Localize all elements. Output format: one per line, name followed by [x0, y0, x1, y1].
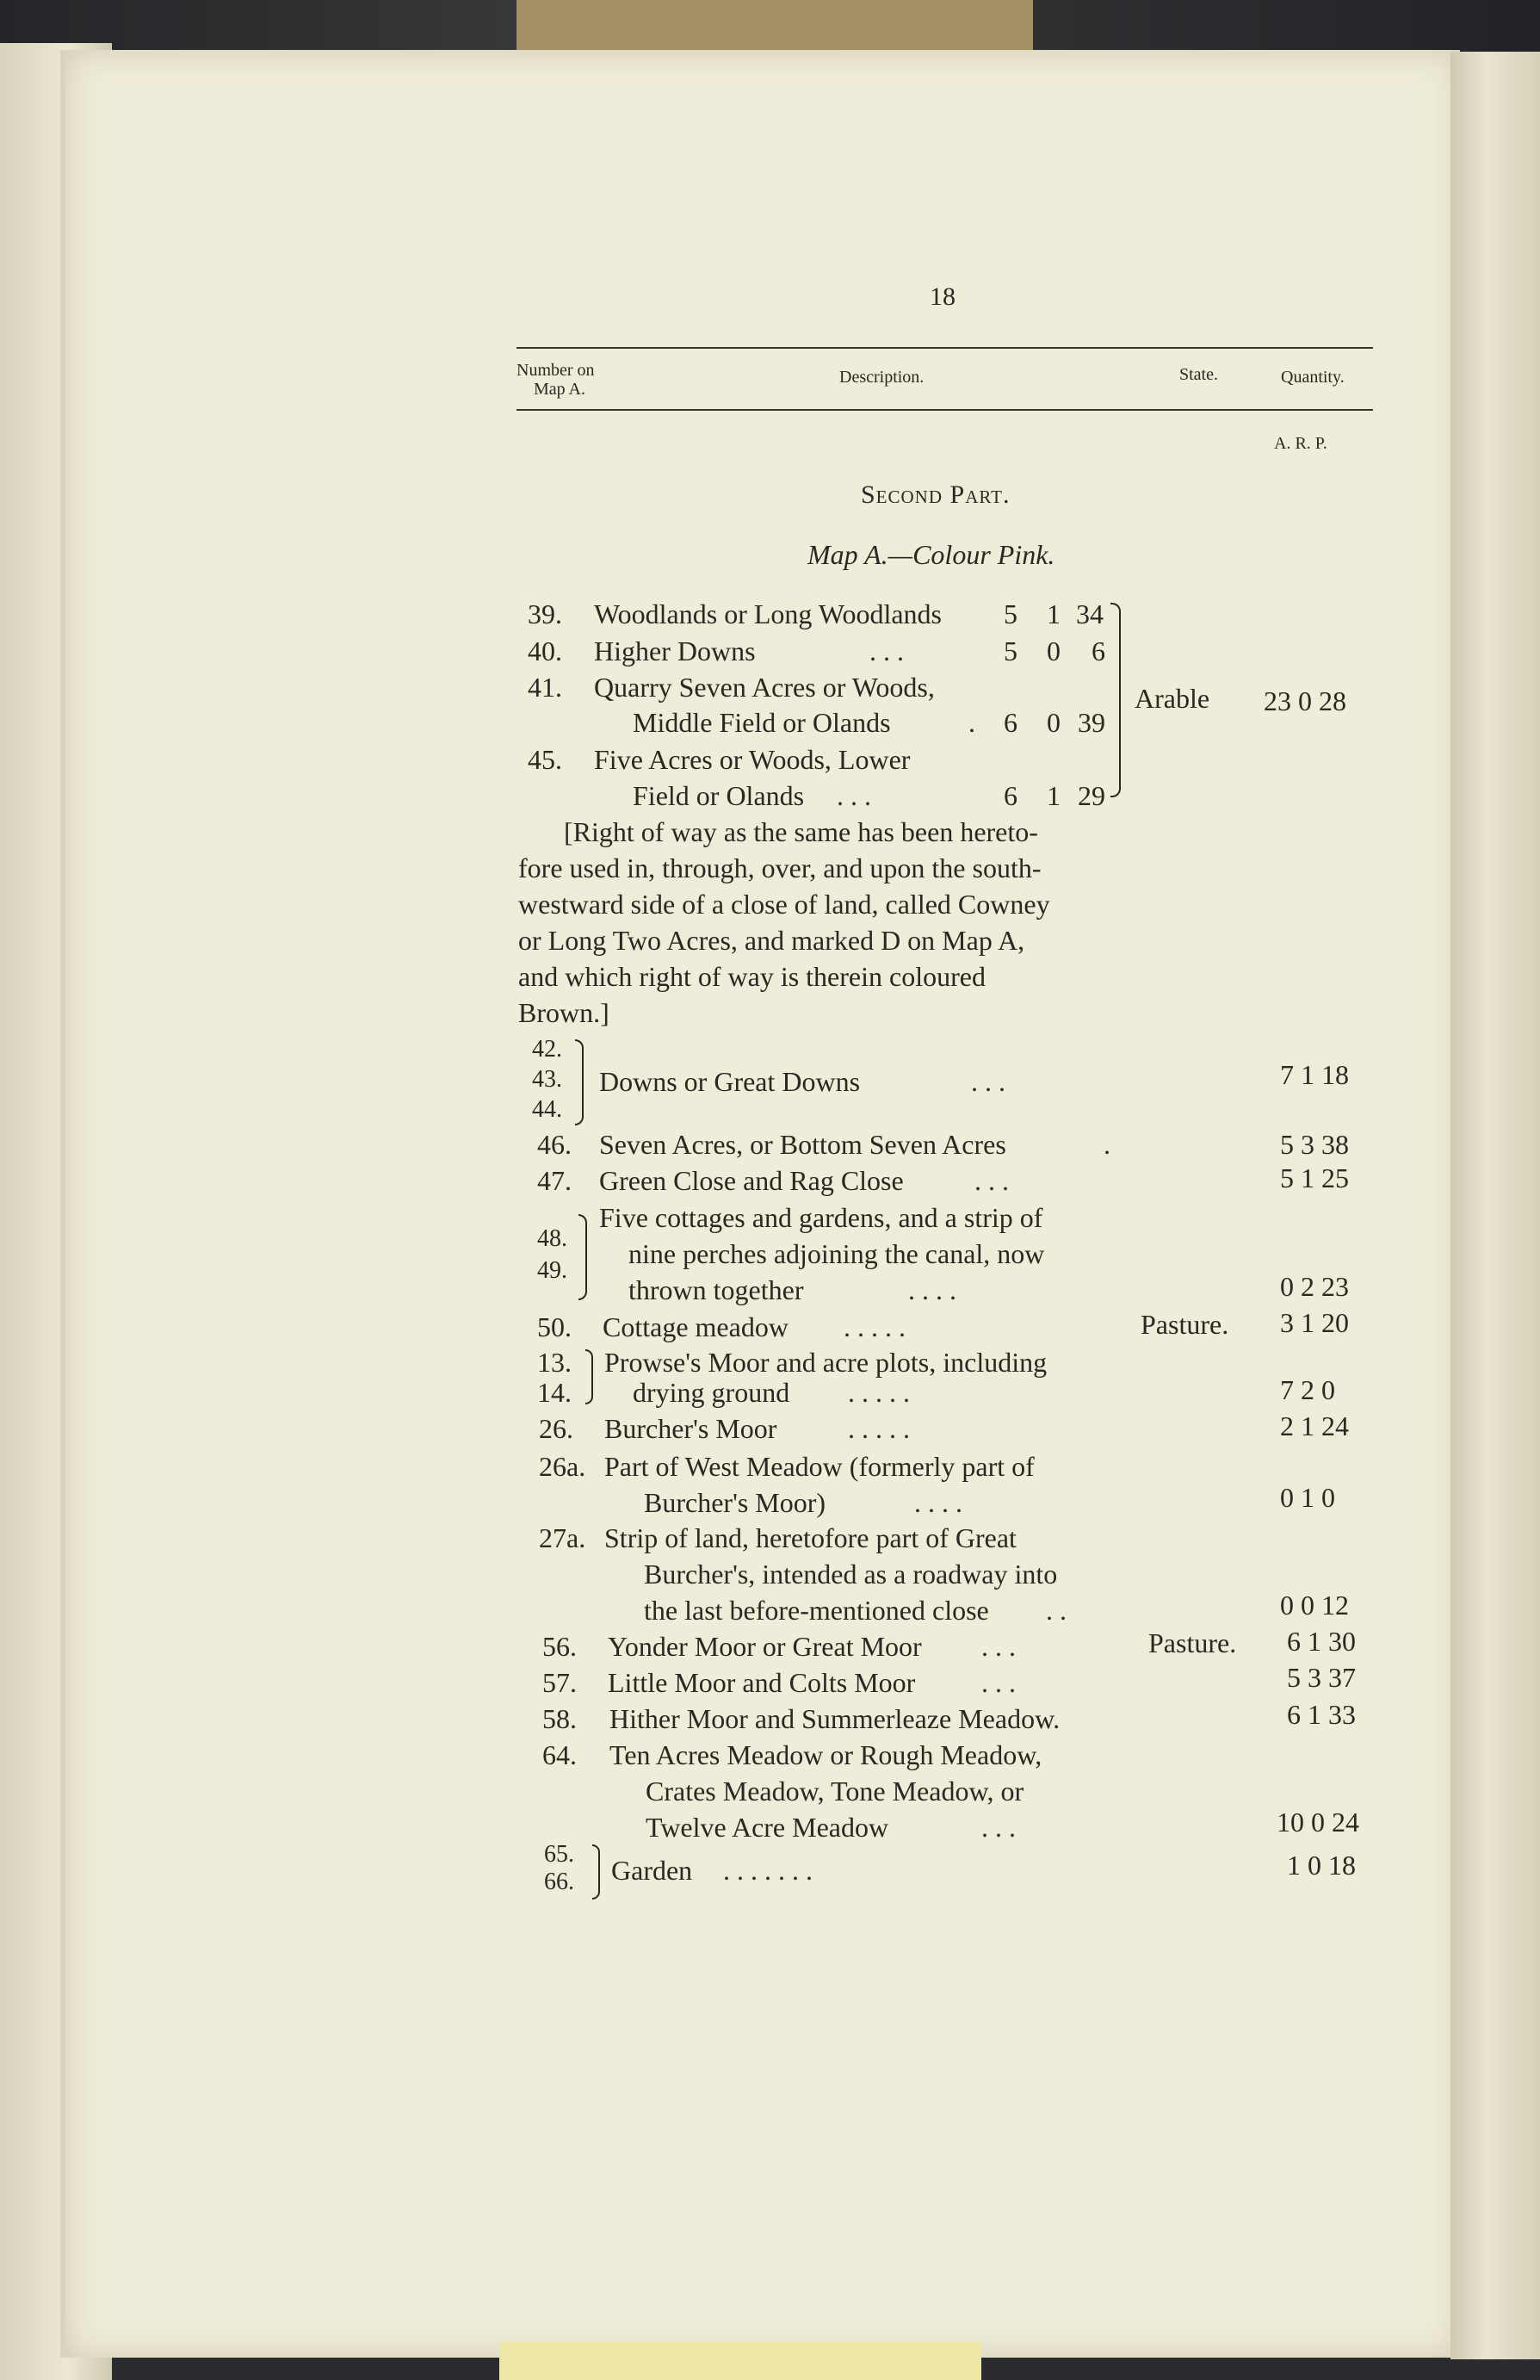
paragraph-line: Brown.] [518, 997, 609, 1028]
group-brace-bottom [1110, 699, 1121, 797]
item-number: 57. [542, 1667, 577, 1698]
item-description-cont: Twelve Acre Meadow [646, 1812, 889, 1843]
qty-perches: 39 [1078, 707, 1105, 738]
leader-dots: . [968, 707, 975, 738]
item-number: 47. [537, 1165, 572, 1196]
group-total: 23 0 28 [1264, 685, 1346, 716]
item-number: 64. [542, 1739, 577, 1770]
header-quantity: Quantity. [1281, 368, 1345, 387]
paragraph-line: or Long Two Acres, and marked D on Map A, [518, 925, 1025, 956]
leader-dots: . . . [981, 1812, 1016, 1843]
leader-dots: . . . . . [844, 1311, 906, 1342]
quantity: 0 0 12 [1280, 1590, 1349, 1621]
leader-dots: . . . [981, 1631, 1016, 1662]
quantity: 2 1 24 [1280, 1410, 1349, 1441]
item-number: 43. [532, 1066, 562, 1093]
quantity: 0 1 0 [1280, 1482, 1335, 1513]
paragraph-line: [Right of way as the same has been hereto- [564, 816, 1038, 847]
item-number: 26a. [539, 1451, 586, 1482]
item-description: Burcher's Moor [604, 1413, 777, 1444]
item-description: Higher Downs [594, 635, 756, 666]
header-description: Description. [839, 368, 925, 387]
qty-roods: 0 [1047, 635, 1061, 666]
item-number: 50. [537, 1311, 572, 1342]
section-title: Second Part. [861, 480, 1011, 509]
item-description: Five Acres or Woods, Lower [594, 744, 911, 775]
item-number: 14. [537, 1377, 572, 1408]
quantity: 7 1 18 [1280, 1059, 1349, 1090]
item-description: Cottage meadow [603, 1311, 789, 1342]
number-brace [585, 1349, 593, 1404]
quantity: 7 2 0 [1280, 1374, 1335, 1405]
qty-acres: 5 [1004, 598, 1017, 629]
item-number: 44. [532, 1096, 562, 1123]
section-subtitle: Map A.—Colour Pink. [807, 539, 1055, 570]
qty-perches: 29 [1078, 780, 1105, 811]
item-description: Little Moor and Colts Moor [608, 1667, 916, 1698]
item-description: Downs or Great Downs [599, 1066, 861, 1097]
item-number: 58. [542, 1703, 577, 1734]
quantity: 5 1 25 [1280, 1162, 1349, 1193]
item-number: 42. [532, 1036, 562, 1063]
leader-dots: . . . . [914, 1487, 962, 1518]
leader-dots: . . . [974, 1165, 1009, 1196]
item-number: 27a. [539, 1522, 586, 1553]
quantity: 3 1 20 [1280, 1307, 1349, 1338]
qty-roods: 1 [1047, 598, 1061, 629]
leader-dots: . [1104, 1129, 1110, 1160]
item-description: Hither Moor and Summerleaze Meadow. [609, 1703, 1061, 1734]
item-description: Seven Acres, or Bottom Seven Acres [599, 1129, 1006, 1160]
number-brace [575, 1039, 584, 1125]
quantity: 6 1 33 [1287, 1699, 1356, 1730]
leader-dots: . . [1046, 1595, 1067, 1626]
leader-dots: . . . . . . . [723, 1855, 813, 1886]
item-description-cont: thrown together [628, 1274, 804, 1305]
number-brace [592, 1844, 600, 1900]
item-description-cont: nine perches adjoining the canal, now [628, 1238, 1045, 1269]
item-number: 40. [528, 635, 562, 666]
quantity: 5 3 38 [1280, 1129, 1349, 1160]
header-map-label: Map A. [534, 380, 585, 399]
qty-acres: 6 [1004, 707, 1017, 738]
leader-dots: . . . [971, 1066, 1005, 1097]
item-number: 39. [528, 598, 562, 629]
item-description: Five cottages and gardens, and a strip of [599, 1202, 1043, 1233]
header-number-label: Number on [516, 361, 595, 380]
header-state: State. [1179, 365, 1218, 384]
quantity: 0 2 23 [1280, 1271, 1349, 1302]
quantity: 10 0 24 [1277, 1807, 1359, 1838]
paragraph-line: and which right of way is therein coloured [518, 961, 986, 992]
qty-roods: 1 [1047, 780, 1061, 811]
item-description: Prowse's Moor and acre plots, including [604, 1347, 1048, 1378]
item-description: Yonder Moor or Great Moor [608, 1631, 922, 1662]
leader-dots: . . . . . [848, 1377, 910, 1408]
item-description-cont: Field or Olands [633, 780, 805, 811]
quantity: 1 0 18 [1287, 1850, 1356, 1881]
item-description: Green Close and Rag Close [599, 1165, 904, 1196]
item-description: Strip of land, heretofore part of Great [604, 1522, 1017, 1553]
header-top-rule [516, 347, 1373, 349]
item-number: 56. [542, 1631, 577, 1662]
leader-dots: . . . [981, 1667, 1016, 1698]
paragraph-line: westward side of a close of land, called Cowney [518, 889, 1050, 920]
item-description: Garden [611, 1855, 693, 1886]
item-number: 45. [528, 744, 562, 775]
item-number: 13. [537, 1347, 572, 1378]
leader-dots: . . . [837, 780, 871, 811]
qty-acres: 5 [1004, 635, 1017, 666]
qty-roods: 0 [1047, 707, 1061, 738]
bottom-slip [499, 2342, 981, 2380]
leader-dots: . . . [869, 635, 904, 666]
right-page-edge [1450, 52, 1540, 2359]
leader-dots: . . . . . [848, 1413, 910, 1444]
item-description: Woodlands or Long Woodlands [594, 598, 942, 629]
item-description-cont: Crates Meadow, Tone Meadow, or [646, 1776, 1024, 1807]
item-number: 66. [544, 1869, 574, 1895]
item-number: 41. [528, 672, 562, 703]
qty-perches: 34 [1076, 598, 1104, 629]
qty-acres: 6 [1004, 780, 1017, 811]
item-description-cont: Middle Field or Olands [633, 707, 891, 738]
number-brace [578, 1214, 587, 1300]
item-number: 65. [544, 1841, 574, 1868]
item-description-cont: the last before-mentioned close [644, 1595, 989, 1626]
item-description-cont: Burcher's, intended as a roadway into [644, 1559, 1058, 1590]
item-number: 48. [537, 1225, 567, 1252]
item-number: 46. [537, 1129, 572, 1160]
header-bottom-rule [516, 409, 1373, 411]
item-description-cont: drying ground [633, 1377, 790, 1408]
archive-label [516, 0, 1033, 53]
item-number: 26. [539, 1413, 573, 1444]
item-description: Part of West Meadow (formerly part of [604, 1451, 1035, 1482]
qty-perches: 6 [1092, 635, 1105, 666]
item-state: Pasture. [1141, 1309, 1229, 1340]
quantity: 5 3 37 [1287, 1662, 1356, 1693]
item-description: Quarry Seven Acres or Woods, [594, 672, 935, 703]
item-number: 49. [537, 1257, 567, 1284]
paragraph-line: fore used in, through, over, and upon the south- [518, 852, 1042, 883]
item-description-cont: Burcher's Moor) [644, 1487, 826, 1518]
arp-label: A. R. P. [1274, 434, 1327, 453]
group-brace-top [1110, 603, 1121, 699]
page-number: 18 [930, 282, 956, 311]
item-description: Ten Acres Meadow or Rough Meadow, [609, 1739, 1042, 1770]
quantity: 6 1 30 [1287, 1626, 1356, 1657]
item-state: Pasture. [1148, 1627, 1237, 1658]
leader-dots: . . . . [908, 1274, 956, 1305]
group-state: Arable [1135, 683, 1210, 714]
